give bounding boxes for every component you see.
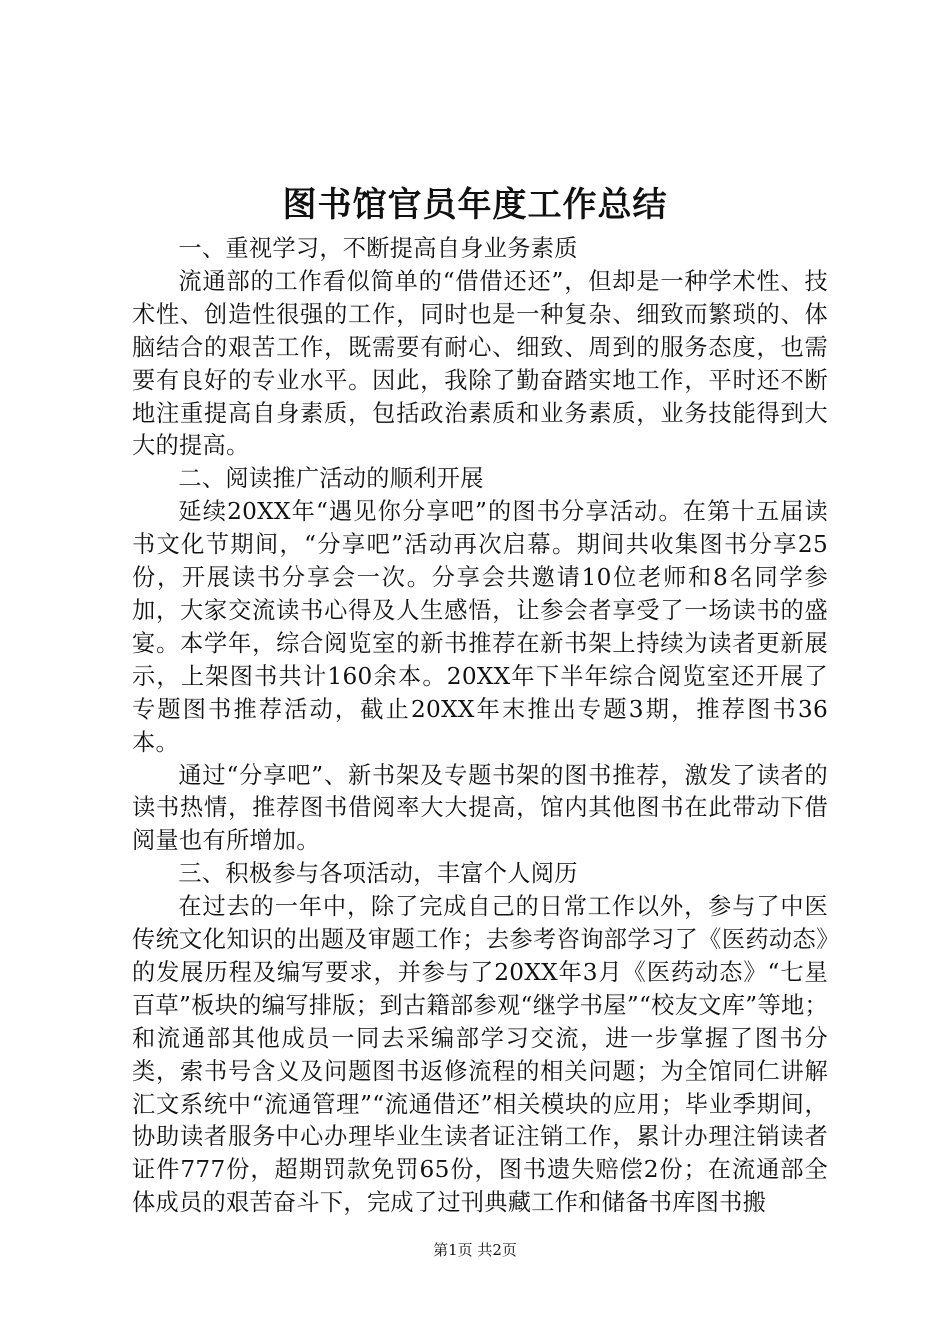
page-number-footer: 第1页 共2页: [433, 1241, 517, 1259]
body-paragraph: 通过“分享吧”、新书架及专题书架的图书推荐，激发了读者的读书热情，推荐图书借阅率大大提高，馆内其他图书在此带动下借阅量也有所增加。: [132, 761, 828, 855]
document-body: [132, 233, 828, 1220]
body-paragraph: 在过去的一年中，除了完成自己的日常工作以外，参与了中医传统文化知识的出题及审题工作；去参考咨询部学习了《医药动态》的发展历程及编写要求，并参与了20XX年3月《医药动态》“七星百草”板块的编写排版；到古籍部参观“继学书屋”“校友文库”等地；和流通部其他成员一同去采编部学习交流，进一步掌握了图书分类，索书号含义及问题图书返修流程的相关问题；为全馆同仁讲解汇文系统中“流通管理”“流通借还”相关模块的应用；毕业季期间，协助读者服务中心办理毕业生读者证注销工作，累计办理注销读者证件777份，超期罚款免罚65份，图书遗失赔偿2份；在流通部全体成员的艰苦奋斗下，完成了过刊典藏工作和储备书库图书搬: [132, 893, 828, 1217]
section-heading-1: 一、重视学习，不断提高自身业务素质: [178, 235, 578, 262]
body-paragraph: 流通部的工作看似简单的“借借还还”，但却是一种学术性、技术性、创造性很强的工作，同时也是一种复杂、细致而繁琐的、体脑结合的艰苦工作，既需要有耐心、细致、周到的服务态度，也需要有良好的专业水平。因此，我除了勤奋踏实地工作，平时还不断地注重提高自身素质，包括政治素质和业务素质，业务技能得到大大的提高。: [132, 267, 828, 460]
section-heading-3: 三、积极参与各项活动，丰富个人阅历: [178, 860, 578, 888]
body-paragraph: 延续20XX年“遇见你分享吧”的图书分享活动。在第十五届读书文化节期间，“分享吧”活动再次启幕。期间共收集图书分享25份，开展读书分享会一次。分享会共邀请10位老师和8名同学参加，大家交流读书心得及人生感悟，让参会者享受了一场读书的盛宴。本学年，综合阅览室的新书推荐在新书架上持续为读者更新展示，上架图书共计160余本。20XX年下半年综合阅览室还开展了专题图书推荐活动，截止20XX年末推出专题3期，推荐图书36本。: [132, 498, 828, 756]
section-heading-2: 二、阅读推广活动的顺利开展: [178, 465, 484, 493]
document-title: 图书馆官员年度工作总结: [282, 185, 668, 225]
